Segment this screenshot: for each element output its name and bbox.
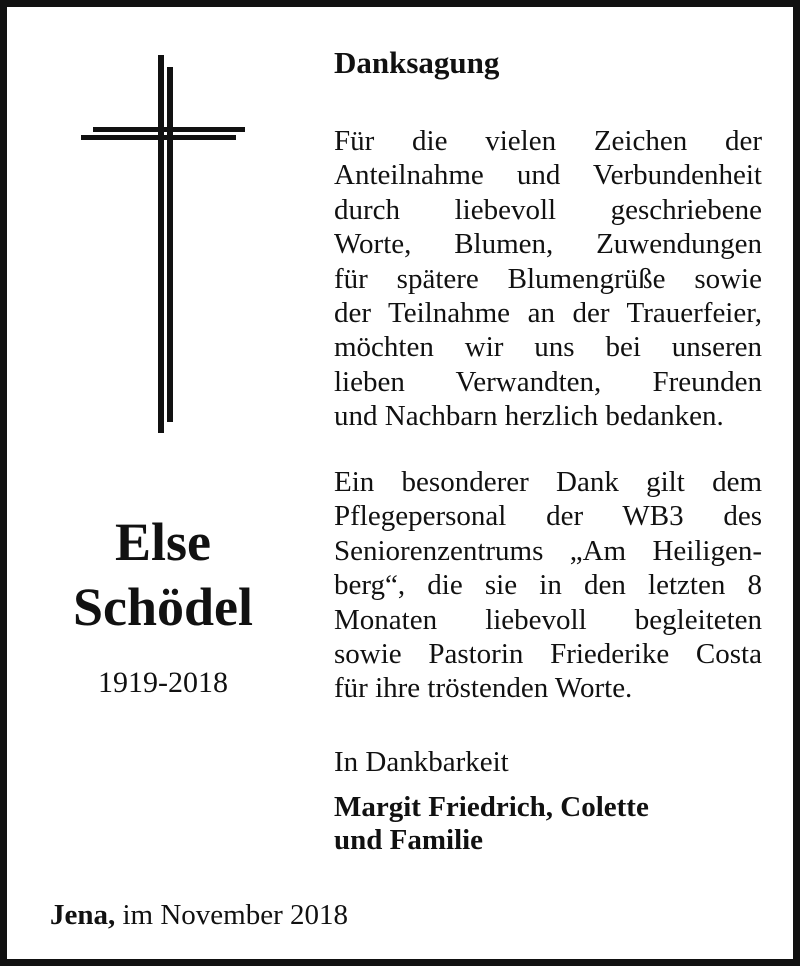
thanks-paragraph-2 — [334, 465, 762, 706]
paragraph-line: Worte, Blumen, Zuwendungen — [334, 228, 762, 261]
notice-heading: Danksagung — [334, 45, 500, 80]
deceased-last-name: Schödel — [72, 577, 254, 637]
paragraph-line: Seniorenzentrums „Am Heiligen- — [334, 534, 762, 567]
thanks-paragraph-1 — [334, 124, 762, 434]
signers — [334, 791, 649, 857]
paragraph-line: Ein besonderer Dank gilt dem — [334, 466, 762, 498]
paragraph-line: der Teilnahme an der Trauerfeier, — [334, 296, 762, 329]
paragraph-line: berg“, die sie in den letzten 8 — [334, 569, 762, 602]
paragraph-line: Anteilnahme und Verbundenheit — [334, 159, 762, 192]
paragraph-line: möchten wir uns bei unseren — [334, 331, 762, 364]
paragraph-line: Pflegepersonal der WB3 des — [334, 500, 762, 533]
signers-line-1: Margit Friedrich, Colette — [334, 791, 649, 823]
city: Jena, — [50, 899, 116, 931]
paragraph-line: lieben Verwandten, Freunden — [334, 365, 762, 398]
paragraph-line: für spätere Blumengrüße sowie — [334, 262, 762, 295]
paragraph-line: durch liebevoll geschriebene — [334, 193, 762, 226]
closing-phrase: In Dankbarkeit — [334, 746, 509, 778]
deceased-first-name: Else — [114, 512, 211, 572]
cross-icon — [79, 55, 249, 439]
paragraph-line: Für die vielen Zeichen der — [334, 125, 762, 157]
place-date-line — [50, 901, 348, 930]
paragraph-line: und Nachbarn herzlich bedanken. — [334, 400, 724, 433]
signers-line-2: und Familie — [334, 824, 484, 856]
date-text: im November 2018 — [122, 899, 349, 931]
deceased-years: 1919-2018 — [98, 666, 228, 699]
paragraph-line: für ihre tröstenden Worte. — [334, 672, 633, 705]
paragraph-line: Monaten liebevoll begleiteten — [334, 603, 762, 636]
paragraph-line: sowie Pastorin Friederike Costa — [334, 637, 762, 670]
